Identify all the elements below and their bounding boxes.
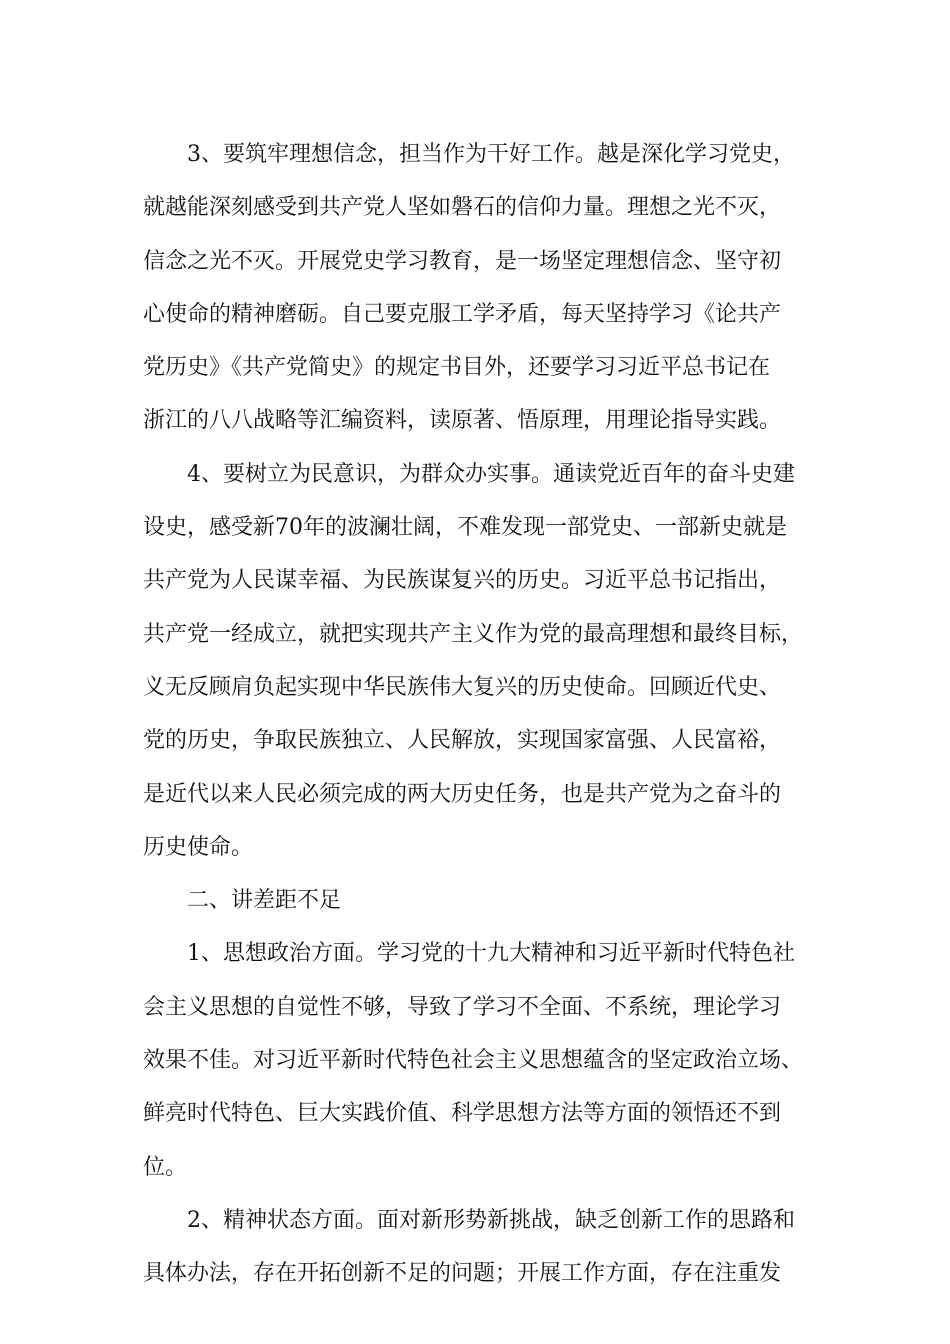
paragraph-3-line-3: 信念之光不灭。开展党史学习教育，是一场坚定理想信念、坚守初 (143, 248, 782, 274)
paragraph-4-line-3: 共产党为人民谋幸福、为民族谋复兴的历史。习近平总书记指出， (143, 568, 782, 594)
paragraph-3-line-1: 3、要筑牢理想信念，担当作为干好工作。越是深化学习党史， (187, 142, 795, 167)
item-1-line-3: 效果不佳。对习近平新时代特色社会主义思想蕴含的坚定政治立场、 (143, 1048, 804, 1074)
paragraph-3-line-4: 心使命的精神磨砺。自己要克服工学矛盾，每天坚持学习《论共产 (143, 301, 782, 327)
section-heading: 二、讲差距不足 (187, 888, 342, 914)
item-2-line-2: 具体办法，存在开拓创新不足的问题；开展工作方面，存在注重发 (143, 1261, 782, 1287)
paragraph-4-line-1: 4、要树立为民意识，为群众办实事。通读党近百年的奋斗史建 (187, 461, 795, 487)
paragraph-4-line-4: 共产党一经成立，就把实现共产主义作为党的最高理想和最终目标， (143, 621, 804, 647)
paragraph-4-line-2: 设史，感受新70年的波澜壮阔，不难发现一部党史、一部新史就是 (143, 515, 787, 541)
paragraph-4-line-8: 历史使命。 (143, 834, 254, 860)
paragraph-4-line-7: 是近代以来人民必须完成的两大历史任务，也是共产党为之奋斗的 (143, 781, 782, 807)
item-1-line-5: 位。 (143, 1154, 188, 1180)
body-text (143, 128, 823, 1301)
item-1-line-4: 鲜亮时代特色、巨大实践价值、科学思想方法等方面的领悟还不到 (143, 1101, 782, 1127)
item-1-line-1: 1、思想政治方面。学习党的十九大精神和习近平新时代特色社 (187, 941, 795, 967)
paragraph-4-line-5: 义无反顾肩负起实现中华民族伟大复兴的历史使命。回顾近代史、 (143, 674, 782, 700)
paragraph-3-line-2: 就越能深刻感受到共产党人坚如磐石的信仰力量。理想之光不灭， (143, 195, 782, 221)
paragraph-3-line-6: 浙江的八八战略等汇编资料，读原著、悟原理，用理论指导实践。 (143, 408, 782, 434)
paragraph-3-line-5: 党历史》《共产党简史》的规定书目外，还要学习习近平总书记在 (143, 355, 771, 381)
item-1-line-2: 会主义思想的自觉性不够，导致了学习不全面、不系统，理论学习 (143, 994, 782, 1020)
paragraph-4-line-6: 党的历史，争取民族独立、人民解放，实现国家富强、人民富裕， (143, 728, 782, 754)
item-2-line-1: 2、精神状态方面。面对新形势新挑战，缺乏创新工作的思路和 (187, 1207, 795, 1233)
